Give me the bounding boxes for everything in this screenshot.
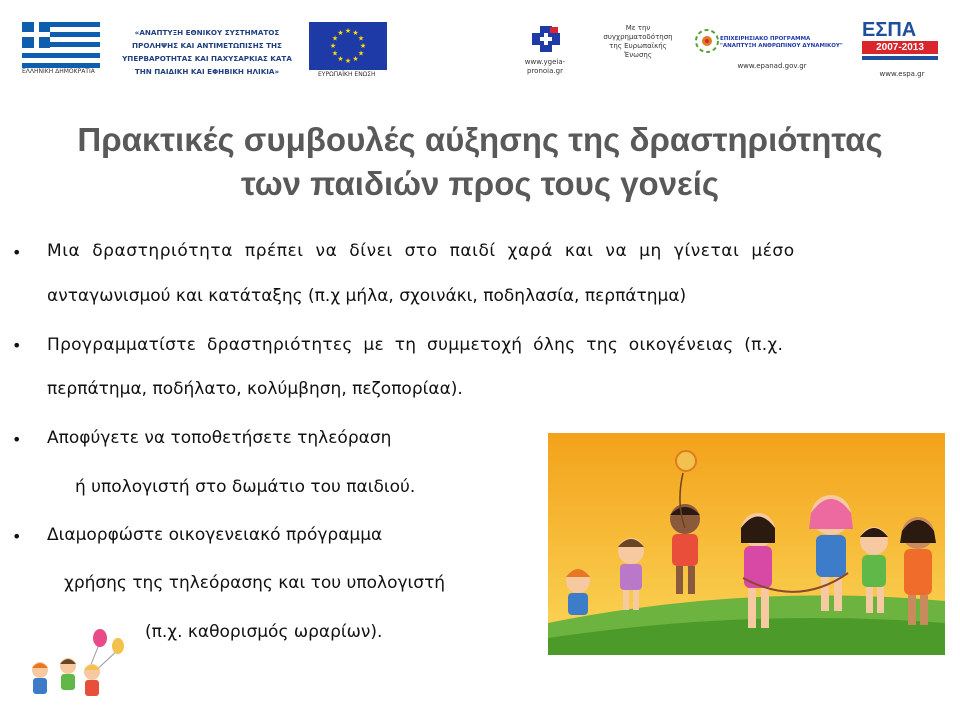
cofunding-line-2: συγχρηματοδότηση [603, 33, 673, 41]
program-line-1: «ΑΝΑΠΤΥΞΗ ΕΘΝΙΚΟΥ ΣΥΣΤΗΜΑΤΟΣ [134, 28, 280, 37]
eu-flag-caption: ΕΥΡΩΠΑΪΚΗ ΕΝΩΣΗ [318, 71, 376, 78]
epanad-line-2: "ΑΝΑΠΤΥΞΗ ΑΝΘΡΩΠΙΝΟΥ ΔΥΝΑΜΙΚΟΥ" [720, 43, 843, 49]
bullet-4-marker: • [12, 527, 22, 546]
espa-logo-text: ΕΣΠΑ [862, 19, 917, 41]
bullet-1-marker: • [12, 243, 22, 262]
bullet-1-line-1: Μια δραστηριότητα πρέπει να δίνει στο παιδί χαρά και να μη γίνεται μέσο [47, 241, 795, 261]
title-line-1: Πρακτικές συμβουλές αύξησης της δραστηριότητας [77, 121, 883, 158]
cofunding-text [588, 24, 688, 60]
svg-text:★: ★ [357, 49, 365, 58]
bullet-4-line-1: Διαμορφώστε οικογενειακό πρόγραμμα [47, 525, 383, 545]
svg-text:★: ★ [352, 29, 359, 37]
program-title-text [118, 26, 296, 78]
svg-text:★: ★ [357, 34, 365, 43]
espa-link[interactable]: www.espa.gr [879, 70, 925, 78]
children-playing-illustration [548, 433, 945, 655]
espa-logo [862, 20, 942, 62]
greek-flag-caption: ΕΛΛΗΝΙΚΗ ΔΗΜΟΚΡΑΤΙΑ [22, 68, 95, 75]
bullet-2-line-1: Προγραμματίστε δραστηριότητες με τη συμμετοχή όλης της οικογένειας (π.χ. [47, 335, 784, 355]
bullet-4-line-2: χρήσης της τηλεόρασης και του υπολογιστή [64, 573, 446, 593]
greek-flag-logo [22, 22, 100, 68]
epanad-link[interactable]: www.epanad.gov.gr [737, 62, 807, 70]
epanad-line-1: ΕΠΙΧΕΙΡΗΣΙΑΚΟ ΠΡΟΓΡΑΜΜΑ [720, 36, 811, 42]
program-line-4: ΤΗΝ ΠΑΙΔΙΚΗ ΚΑΙ ΕΦΗΒΙΚΗ ΗΛΙΚΙΑ» [134, 67, 280, 76]
title-line-2: των παιδιών προς τους γονείς [240, 165, 720, 202]
espa-years: 2007-2013 [862, 41, 938, 54]
svg-text:★: ★ [337, 29, 344, 37]
svg-text:★: ★ [331, 34, 339, 43]
bullet-1-line-2: ανταγωνισμού και κατάταξης (π.χ μήλα, σχοινάκι, ποδηλασία, περπάτημα) [47, 286, 687, 306]
svg-text:★: ★ [331, 49, 339, 58]
ministry-link[interactable]: www.ygeia-pronoia.gr [524, 58, 566, 75]
svg-text:★: ★ [359, 42, 367, 50]
epanad-star-logo [694, 28, 720, 54]
bullet-3-marker: • [12, 430, 22, 449]
header-logos [0, 0, 960, 95]
bullet-3-line-1: Αποφύγετε να τοποθετήσετε τηλεόραση [47, 428, 392, 448]
svg-text:★: ★ [329, 42, 337, 50]
program-line-2: ΠΡΟΛΗΨΗΣ ΚΑΙ ΑΝΤΙΜΕΤΩΠΙΣΗΣ ΤΗΣ [132, 41, 282, 50]
svg-text:★: ★ [344, 27, 352, 35]
cofunding-line-3: της Ευρωπαϊκής [609, 42, 667, 50]
page-title [0, 118, 960, 206]
bullet-2-line-2: περπάτημα, ποδήλατο, κολύμβηση, πεζοπορίαα). [47, 379, 463, 399]
svg-text:★: ★ [337, 55, 344, 63]
bullet-4-line-3: (π.χ. καθορισμός ωραρίων). [145, 622, 383, 642]
bullet-2-marker: • [12, 336, 22, 355]
epanad-text [720, 36, 848, 50]
svg-text:★: ★ [344, 57, 352, 65]
svg-text:★: ★ [352, 55, 359, 63]
eu-flag-logo [309, 22, 387, 70]
bullet-3-line-2: ή υπολογιστή στο δωμάτιο του παιδιού. [75, 477, 416, 497]
ministry-cross-logo [528, 24, 564, 54]
program-line-3: ΥΠΕΡΒΑΡΟΤΗΤΑΣ ΚΑΙ ΠΑΧΥΣΑΡΚΙΑΣ ΚΑΤΑ [122, 54, 292, 63]
cofunding-line-1: Με την [625, 24, 651, 32]
cofunding-line-4: Ένωσης [624, 51, 652, 59]
small-kids-clipart [18, 628, 136, 710]
